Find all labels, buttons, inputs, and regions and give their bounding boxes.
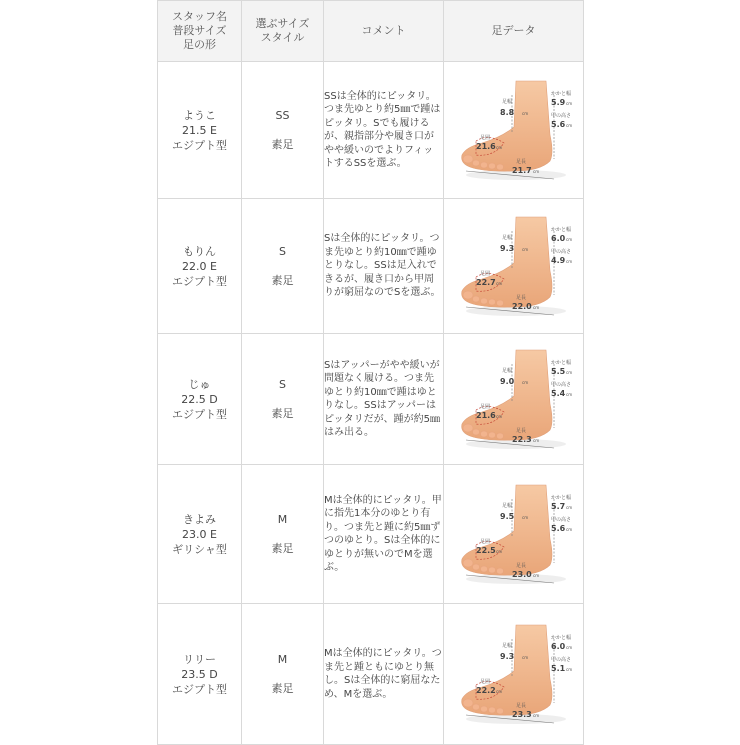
size-comparison-table bbox=[157, 0, 584, 745]
staff-name: もりん bbox=[183, 244, 216, 258]
length-unit: cm bbox=[532, 713, 539, 718]
instep-value: 9.0 bbox=[499, 377, 514, 386]
girth-unit: cm bbox=[495, 281, 502, 286]
girth-unit: cm bbox=[495, 145, 502, 150]
table-row bbox=[158, 604, 584, 745]
instep-label: 足幅 bbox=[501, 368, 512, 374]
arch-height-unit: cm bbox=[565, 527, 572, 532]
toe-mark bbox=[480, 298, 487, 304]
girth-value: 22.5 bbox=[475, 546, 496, 555]
header-staff: スタッフ名 普段サイズ 足の形 bbox=[158, 1, 242, 62]
toe-mark bbox=[496, 164, 503, 170]
toe-mark bbox=[496, 433, 503, 439]
staff-cell bbox=[158, 62, 242, 199]
comment-cell: Sはアッパーがやや緩いが問題なく履ける。つま先ゆとり約10㎜で踵はゆとりなし。SSはアッパーはピッタリだが、踵が約5㎜はみ出る。 bbox=[324, 334, 444, 465]
staff-cell bbox=[158, 604, 242, 745]
heel-width-label: かかと幅 bbox=[550, 360, 571, 366]
arch-height-unit: cm bbox=[565, 392, 572, 397]
length-unit: cm bbox=[532, 438, 539, 443]
girth-label: 足囲 bbox=[479, 539, 490, 545]
staff-shape: エジプト型 bbox=[172, 274, 227, 288]
arch-height-value: 5.1 bbox=[550, 664, 565, 673]
heel-width-value: 5.9 bbox=[550, 98, 565, 107]
arch-height-label: 甲の高さ bbox=[550, 113, 571, 119]
girth-label: 足囲 bbox=[479, 271, 490, 277]
foot-illustration bbox=[461, 350, 551, 440]
instep-unit: cm bbox=[521, 655, 528, 660]
foot-diagram bbox=[454, 75, 574, 185]
foot-data-cell bbox=[444, 62, 584, 199]
comment-cell: Sは全体的にピッタリ。つま先ゆとり約10㎜で踵ゆとりなし。SSは足入れできるが、履き口から甲周りが窮屈なのでSを選ぶ。 bbox=[324, 199, 444, 334]
foot-data-cell bbox=[444, 199, 584, 334]
foot-diagram bbox=[454, 344, 574, 454]
comment-cell: Mは全体的にピッタリ。つま先と踵ともにゆとり無し。Sは全体的に窮屈なため、Mを選ぶ。 bbox=[324, 604, 444, 745]
instep-label: 足幅 bbox=[501, 99, 512, 105]
foot-illustration bbox=[461, 81, 551, 171]
girth-label: 足囲 bbox=[479, 135, 490, 141]
arch-height-unit: cm bbox=[565, 667, 572, 672]
toe-mark bbox=[480, 162, 487, 168]
heel-width-value: 6.0 bbox=[550, 642, 565, 651]
length-value: 23.3 bbox=[511, 710, 532, 719]
girth-value: 22.2 bbox=[475, 686, 496, 695]
instep-unit: cm bbox=[521, 111, 528, 116]
toe-mark bbox=[463, 155, 473, 163]
arch-height-label: 甲の高さ bbox=[550, 382, 571, 388]
foot-illustration bbox=[461, 485, 551, 575]
girth-label: 足囲 bbox=[479, 679, 490, 685]
arch-height-value: 5.6 bbox=[550, 120, 565, 129]
girth-label: 足囲 bbox=[479, 404, 490, 410]
heel-width-unit: cm bbox=[565, 645, 572, 650]
instep-value: 9.3 bbox=[499, 652, 514, 661]
header-comment: コメント bbox=[324, 1, 444, 62]
table-row bbox=[158, 62, 584, 199]
fit-cell bbox=[242, 334, 324, 465]
length-unit: cm bbox=[532, 573, 539, 578]
arch-height-unit: cm bbox=[565, 123, 572, 128]
staff-name: じゅ bbox=[188, 377, 211, 391]
girth-unit: cm bbox=[495, 414, 502, 419]
length-value: 21.7 bbox=[511, 166, 532, 175]
toe-mark bbox=[472, 564, 479, 570]
instep-value: 8.8 bbox=[499, 108, 514, 117]
heel-width-label: かかと幅 bbox=[550, 227, 571, 233]
toe-mark bbox=[480, 431, 487, 437]
heel-width-value: 6.0 bbox=[550, 234, 565, 243]
fit-size: M bbox=[277, 653, 288, 666]
heel-width-label: かかと幅 bbox=[550, 495, 571, 501]
length-label: 足長 bbox=[515, 428, 526, 434]
instep-unit: cm bbox=[521, 515, 528, 520]
toe-mark bbox=[488, 707, 495, 713]
instep-label: 足幅 bbox=[501, 235, 512, 241]
comment-cell: SSは全体的にピッタリ。つま先ゆとり約5㎜で踵はピッタリ。Sでも履けるが、親指部分や履き口がやや緩いのでよりフィットするSSを選ぶ。 bbox=[324, 62, 444, 199]
toe-mark bbox=[496, 300, 503, 306]
toe-mark bbox=[463, 559, 473, 567]
fit-cell bbox=[242, 62, 324, 199]
instep-unit: cm bbox=[521, 247, 528, 252]
fit-size: S bbox=[279, 378, 286, 391]
foot-diagram bbox=[454, 619, 574, 729]
header-foot-data: 足データ bbox=[444, 1, 584, 62]
girth-value: 22.7 bbox=[475, 278, 496, 287]
toe-mark bbox=[496, 708, 503, 714]
staff-cell bbox=[158, 334, 242, 465]
fit-style: 素足 bbox=[271, 138, 294, 151]
fit-style: 素足 bbox=[271, 407, 294, 420]
header-fit: 選ぶサイズ スタイル bbox=[242, 1, 324, 62]
arch-height-value: 5.4 bbox=[550, 389, 565, 398]
foot-data-cell bbox=[444, 604, 584, 745]
staff-size: 23.0 E bbox=[182, 527, 217, 541]
foot-diagram bbox=[454, 479, 574, 589]
length-unit: cm bbox=[532, 169, 539, 174]
girth-unit: cm bbox=[495, 689, 502, 694]
foot-data-cell bbox=[444, 334, 584, 465]
heel-width-unit: cm bbox=[565, 370, 572, 375]
staff-name: きよみ bbox=[183, 512, 216, 526]
staff-size: 23.5 D bbox=[181, 667, 218, 681]
foot-diagram bbox=[454, 211, 574, 321]
toe-mark bbox=[472, 704, 479, 710]
girth-unit: cm bbox=[495, 549, 502, 554]
heel-width-label: かかと幅 bbox=[550, 635, 571, 641]
table-header-row bbox=[158, 1, 584, 62]
staff-shape: ギリシャ型 bbox=[172, 542, 227, 556]
arch-height-label: 甲の高さ bbox=[550, 517, 571, 523]
fit-size: S bbox=[279, 245, 286, 258]
staff-cell bbox=[158, 465, 242, 604]
foot-illustration bbox=[461, 625, 551, 715]
length-unit: cm bbox=[532, 305, 539, 310]
foot-illustration bbox=[461, 217, 551, 307]
arch-height-unit: cm bbox=[565, 259, 572, 264]
staff-shape: エジプト型 bbox=[172, 682, 227, 696]
fit-style: 素足 bbox=[271, 682, 294, 695]
length-label: 足長 bbox=[515, 563, 526, 569]
toe-mark bbox=[488, 299, 495, 305]
fit-cell bbox=[242, 604, 324, 745]
staff-shape: エジプト型 bbox=[172, 407, 227, 421]
arch-height-label: 甲の高さ bbox=[550, 249, 571, 255]
foot-data-cell bbox=[444, 465, 584, 604]
toe-mark bbox=[472, 160, 479, 166]
heel-width-value: 5.7 bbox=[550, 502, 565, 511]
toe-mark bbox=[472, 296, 479, 302]
arch-height-label: 甲の高さ bbox=[550, 657, 571, 663]
toe-mark bbox=[488, 163, 495, 169]
toe-mark bbox=[463, 424, 473, 432]
heel-width-value: 5.5 bbox=[550, 367, 565, 376]
length-label: 足長 bbox=[515, 703, 526, 709]
instep-value: 9.5 bbox=[499, 512, 514, 521]
staff-size: 21.5 E bbox=[182, 123, 217, 137]
length-value: 23.0 bbox=[511, 570, 532, 579]
fit-style: 素足 bbox=[271, 542, 294, 555]
staff-name: ようこ bbox=[183, 108, 216, 122]
table-row bbox=[158, 199, 584, 334]
heel-width-unit: cm bbox=[565, 505, 572, 510]
table-row bbox=[158, 465, 584, 604]
fit-size: M bbox=[277, 513, 288, 526]
toe-mark bbox=[463, 699, 473, 707]
heel-width-unit: cm bbox=[565, 101, 572, 106]
heel-width-label: かかと幅 bbox=[550, 91, 571, 97]
girth-value: 21.6 bbox=[475, 411, 496, 420]
fit-style: 素足 bbox=[271, 274, 294, 287]
instep-unit: cm bbox=[521, 380, 528, 385]
length-value: 22.3 bbox=[511, 435, 532, 444]
instep-label: 足幅 bbox=[501, 503, 512, 509]
toe-mark bbox=[488, 432, 495, 438]
fit-cell bbox=[242, 465, 324, 604]
staff-shape: エジプト型 bbox=[172, 138, 227, 152]
toe-mark bbox=[480, 566, 487, 572]
toe-mark bbox=[488, 567, 495, 573]
fit-size: SS bbox=[275, 109, 290, 122]
staff-name: リリー bbox=[183, 652, 216, 666]
instep-label: 足幅 bbox=[501, 643, 512, 649]
arch-height-value: 5.6 bbox=[550, 524, 565, 533]
arch-height-value: 4.9 bbox=[550, 256, 565, 265]
girth-value: 21.6 bbox=[475, 142, 496, 151]
length-label: 足長 bbox=[515, 159, 526, 165]
fit-cell bbox=[242, 199, 324, 334]
heel-width-unit: cm bbox=[565, 237, 572, 242]
staff-size: 22.5 D bbox=[181, 392, 218, 406]
toe-mark bbox=[463, 291, 473, 299]
instep-value: 9.3 bbox=[499, 244, 514, 253]
staff-cell bbox=[158, 199, 242, 334]
toe-mark bbox=[480, 706, 487, 712]
staff-size: 22.0 E bbox=[182, 259, 217, 273]
length-value: 22.0 bbox=[511, 302, 532, 311]
length-label: 足長 bbox=[515, 295, 526, 301]
table-row bbox=[158, 334, 584, 465]
comment-cell: Mは全体的にピッタリ。甲に指先1本分のゆとり有り。つま先と踵に約5㎜ずつのゆとり。Sは全体的にゆとりが無いのでMを選ぶ。 bbox=[324, 465, 444, 604]
toe-mark bbox=[472, 429, 479, 435]
toe-mark bbox=[496, 568, 503, 574]
